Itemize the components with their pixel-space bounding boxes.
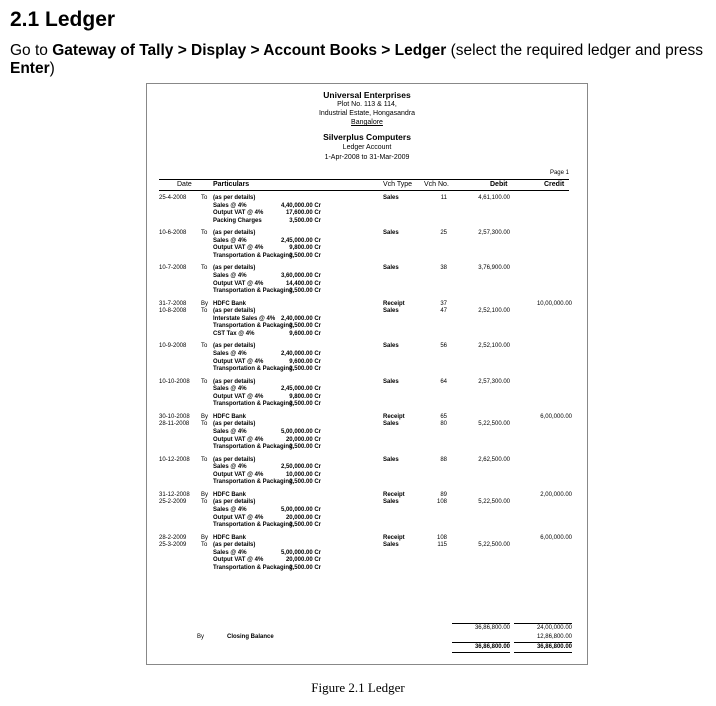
closing-direction: By	[197, 634, 205, 640]
detail-amount: 10,000.00 Cr	[285, 471, 321, 478]
company-city: Bangalore	[351, 119, 383, 126]
column-vch-type: Vch Type	[383, 181, 413, 188]
detail-amount: 2,50,000.00 Cr	[280, 464, 321, 471]
report-period: 1-Apr-2008 to 31-Mar-2009	[324, 154, 410, 161]
entry-vch-type: Receipt	[383, 413, 405, 420]
entry-date: 25-3-2009	[159, 542, 187, 549]
entry-debit: 2,62,500.00	[478, 456, 510, 463]
entry-particulars: (as per details)	[213, 343, 256, 350]
entry-vch-no: 88	[440, 456, 447, 463]
entry-date: 28-11-2008	[159, 421, 190, 428]
entry-date: 31-12-2008	[159, 491, 190, 498]
entry-vch-no: 11	[440, 195, 447, 201]
company-address-line2: Industrial Estate, Hongasandra	[318, 110, 416, 117]
figure-caption: Figure 2.1 Ledger	[311, 680, 405, 695]
detail-amount: 2,45,000.00 Cr	[280, 386, 321, 393]
detail-amount: 3,500.00 Cr	[289, 217, 321, 224]
column-particulars: Particulars	[213, 181, 250, 188]
entry-particulars: (as per details)	[213, 499, 256, 506]
detail-ledger: Output VAT @ 4%	[213, 514, 264, 521]
entry-particulars: (as per details)	[213, 378, 256, 385]
detail-ledger: Sales @ 4%	[213, 237, 247, 244]
ledger-name: Silverplus Computers	[323, 132, 411, 142]
entry-direction: To	[201, 378, 208, 385]
entry-vch-no: 108	[436, 499, 447, 506]
instruction-prefix: Go to	[10, 42, 53, 59]
detail-ledger: Sales @ 4%	[213, 507, 247, 513]
column-vch-no: Vch No.	[424, 181, 449, 188]
detail-ledger: Transportation & Packaging	[213, 366, 293, 373]
detail-amount: 2,500.00 Cr	[289, 323, 321, 330]
detail-ledger: Output VAT @ 4%	[213, 557, 264, 564]
detail-amount: 2,500.00 Cr	[289, 522, 321, 529]
detail-ledger: Transportation & Packaging	[213, 401, 293, 408]
entry-credit: 6,00,000.00	[540, 413, 572, 420]
entry-particulars: (as per details)	[213, 421, 256, 428]
detail-ledger: Sales @ 4%	[213, 549, 247, 556]
column-date: Date	[177, 181, 192, 188]
company-name: Universal Enterprises	[323, 90, 411, 100]
detail-amount: 4,40,000.00 Cr	[280, 202, 321, 209]
entry-particulars: HDFC Bank	[213, 534, 247, 541]
detail-amount: 20,000.00 Cr	[285, 514, 321, 521]
detail-amount: 9,600.00 Cr	[289, 331, 321, 337]
detail-ledger: Transportation & Packaging	[213, 479, 293, 486]
header-rule-top	[159, 179, 569, 180]
entry-vch-no: 108	[436, 534, 447, 541]
detail-amount: 2,40,000.00 Cr	[280, 351, 321, 357]
detail-amount: 9,800.00 Cr	[289, 245, 321, 252]
entry-date: 10-9-2008	[159, 343, 187, 350]
detail-ledger: Output VAT @ 4%	[213, 436, 264, 443]
entry-vch-no: 65	[440, 413, 447, 420]
entry-vch-type: Sales	[383, 421, 399, 428]
debit-subtotal-rule	[452, 623, 510, 624]
detail-amount: 5,00,000.00 Cr	[280, 507, 321, 513]
detail-ledger: Transportation & Packaging	[213, 323, 293, 330]
entry-direction: To	[201, 195, 208, 201]
entry-date: 10-7-2008	[159, 265, 187, 272]
entry-direction: To	[201, 421, 208, 428]
entry-direction: To	[201, 542, 208, 549]
closing-credit: 12,86,800.00	[536, 634, 572, 640]
entry-vch-no: 64	[440, 378, 447, 385]
entry-particulars: (as per details)	[213, 265, 256, 272]
entry-direction: By	[201, 300, 209, 307]
entry-particulars: (as per details)	[213, 195, 256, 201]
column-credit: Credit	[544, 181, 565, 188]
detail-ledger: Sales @ 4%	[213, 429, 247, 435]
entry-direction: To	[201, 456, 208, 463]
credit-total-rule	[514, 642, 572, 643]
detail-amount: 2,500.00 Cr	[289, 444, 321, 451]
detail-amount: 14,400.00 Cr	[285, 280, 321, 287]
detail-ledger: Sales @ 4%	[213, 464, 247, 471]
entry-vch-type: Sales	[383, 542, 399, 549]
entry-vch-no: 25	[440, 230, 447, 237]
detail-amount: 9,800.00 Cr	[289, 393, 321, 400]
detail-amount: 2,500.00 Cr	[289, 565, 321, 571]
entry-particulars: HDFC Bank	[213, 413, 247, 420]
detail-ledger: Output VAT @ 4%	[213, 245, 264, 252]
entry-date: 10-10-2008	[159, 378, 190, 385]
detail-amount: 20,000.00 Cr	[285, 436, 321, 443]
entry-debit: 5,22,500.00	[478, 542, 510, 549]
entry-date: 28-2-2009	[159, 534, 187, 541]
entry-vch-type: Sales	[383, 499, 399, 506]
entry-vch-type: Sales	[383, 308, 399, 315]
total-credit: 36,86,800.00	[536, 644, 572, 650]
entry-date: 30-10-2008	[159, 413, 190, 420]
detail-amount: 2,500.00 Cr	[289, 366, 321, 373]
entry-date: 10-8-2008	[159, 308, 187, 315]
entry-date: 31-7-2008	[159, 300, 187, 307]
entry-particulars: (as per details)	[213, 542, 256, 549]
detail-ledger: Transportation & Packaging	[213, 253, 293, 259]
subtotal-credit: 24,00,000.00	[536, 625, 572, 631]
entry-date: 25-4-2008	[159, 195, 187, 201]
entry-direction: By	[201, 534, 209, 541]
detail-amount: 2,40,000.00 Cr	[280, 315, 321, 322]
credit-subtotal-rule	[514, 623, 572, 624]
credit-total-underline	[514, 652, 572, 653]
entry-debit: 2,57,300.00	[478, 378, 510, 385]
entry-credit: 10,00,000.00	[536, 300, 572, 307]
menu-path: Gateway of Tally > Display > Account Books > Ledger	[52, 42, 447, 59]
subtotal-debit: 36,86,800.00	[474, 625, 510, 631]
entry-debit: 4,61,100.00	[478, 195, 510, 201]
entry-direction: To	[201, 265, 208, 272]
closing-label: Closing Balance	[227, 634, 274, 640]
detail-ledger: Output VAT @ 4%	[213, 280, 264, 287]
detail-ledger: Transportation & Packaging	[213, 444, 293, 451]
section-number: 2.1	[10, 8, 40, 31]
entry-particulars: HDFC Bank	[213, 491, 247, 498]
entry-particulars: HDFC Bank	[213, 300, 247, 307]
detail-amount: 2,500.00 Cr	[289, 401, 321, 408]
ledger-report	[146, 83, 588, 665]
detail-ledger: Output VAT @ 4%	[213, 358, 264, 365]
detail-amount: 17,600.00 Cr	[285, 210, 321, 217]
entry-vch-no: 56	[440, 343, 447, 350]
entry-direction: By	[201, 491, 209, 498]
detail-ledger: Sales @ 4%	[213, 386, 247, 393]
entry-vch-type: Sales	[383, 343, 399, 350]
entry-vch-type: Sales	[383, 265, 399, 272]
entry-particulars: (as per details)	[213, 456, 256, 463]
detail-amount: 5,00,000.00 Cr	[280, 429, 321, 435]
entry-direction: To	[201, 343, 208, 350]
entry-direction: To	[201, 499, 208, 506]
detail-ledger: Output VAT @ 4%	[213, 393, 264, 400]
section-title: Ledger	[45, 8, 116, 31]
detail-amount: 9,600.00 Cr	[289, 358, 321, 365]
page-number: Page 1	[549, 170, 569, 176]
detail-ledger: Transportation & Packaging	[213, 565, 293, 571]
column-debit: Debit	[490, 181, 508, 188]
entry-date: 10-12-2008	[159, 456, 190, 463]
enter-key: Enter	[10, 60, 50, 77]
entry-debit: 5,22,500.00	[478, 421, 510, 428]
entry-direction: To	[201, 230, 208, 237]
detail-amount: 2,500.00 Cr	[289, 479, 321, 486]
instruction-suffix: )	[49, 60, 55, 77]
entry-date: 10-6-2008	[159, 230, 187, 237]
detail-ledger: Sales @ 4%	[213, 351, 247, 357]
header-rule-bottom	[159, 190, 569, 191]
company-address-line1: Plot No. 113 & 114,	[337, 101, 397, 108]
entry-vch-type: Sales	[383, 230, 399, 237]
detail-amount: 2,45,000.00 Cr	[280, 237, 321, 244]
instruction-text	[10, 42, 710, 78]
entry-debit: 2,57,300.00	[478, 230, 510, 237]
entry-vch-no: 38	[440, 265, 447, 272]
detail-ledger: Interstate Sales @ 4%	[213, 315, 276, 322]
detail-amount: 2,500.00 Cr	[289, 253, 321, 259]
entry-vch-no: 80	[440, 421, 447, 428]
detail-amount: 2,500.00 Cr	[289, 288, 321, 295]
detail-ledger: Packing Charges	[213, 217, 262, 224]
report-type: Ledger Account	[342, 144, 392, 151]
entry-vch-type: Sales	[383, 456, 399, 463]
section-heading	[10, 8, 115, 32]
entry-vch-type: Receipt	[383, 300, 405, 307]
detail-amount: 3,60,000.00 Cr	[280, 273, 321, 279]
instruction-middle: (select the required ledger and press	[446, 42, 704, 59]
detail-ledger: CST Tax @ 4%	[213, 331, 255, 337]
detail-ledger: Sales @ 4%	[213, 202, 247, 209]
entry-vch-type: Receipt	[383, 534, 405, 541]
detail-ledger: Transportation & Packaging	[213, 288, 293, 295]
detail-ledger: Transportation & Packaging	[213, 522, 293, 529]
entry-debit: 2,52,100.00	[478, 308, 510, 315]
entry-vch-no: 37	[440, 300, 447, 307]
entry-debit: 2,52,100.00	[478, 343, 510, 350]
entry-date: 25-2-2009	[159, 499, 187, 506]
entry-particulars: (as per details)	[213, 230, 256, 237]
entry-credit: 6,00,000.00	[540, 534, 572, 541]
entry-particulars: (as per details)	[213, 308, 256, 315]
entry-debit: 3,76,900.00	[478, 265, 510, 272]
entry-vch-type: Sales	[383, 378, 399, 385]
detail-ledger: Output VAT @ 4%	[213, 210, 264, 217]
detail-amount: 5,00,000.00 Cr	[280, 549, 321, 556]
entry-direction: To	[201, 308, 208, 315]
detail-ledger: Output VAT @ 4%	[213, 471, 264, 478]
entry-debit: 5,22,500.00	[478, 499, 510, 506]
detail-ledger: Sales @ 4%	[213, 273, 247, 279]
entry-vch-no: 115	[437, 542, 447, 549]
detail-amount: 20,000.00 Cr	[285, 557, 321, 564]
entry-credit: 2,00,000.00	[540, 491, 572, 498]
entry-vch-type: Sales	[383, 195, 399, 201]
entry-vch-type: Receipt	[383, 491, 405, 498]
entry-vch-no: 47	[440, 308, 447, 315]
entry-vch-no: 89	[440, 491, 447, 498]
debit-total-underline	[452, 652, 510, 653]
total-debit: 36,86,800.00	[474, 644, 510, 650]
entry-direction: By	[201, 413, 209, 420]
debit-total-rule	[452, 642, 510, 643]
